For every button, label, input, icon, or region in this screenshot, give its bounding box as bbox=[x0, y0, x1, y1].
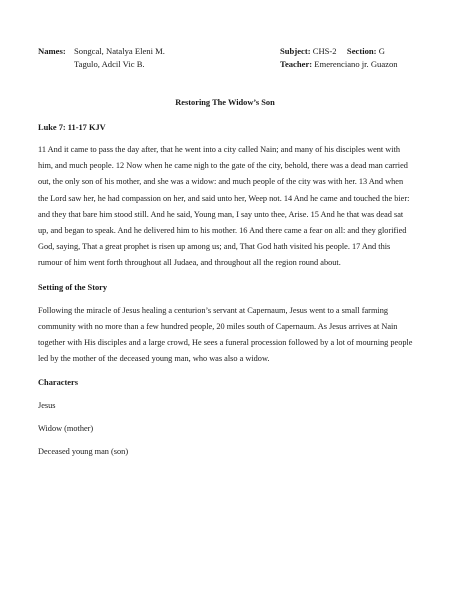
names-label: Names: bbox=[38, 46, 66, 56]
class-info-block bbox=[280, 45, 440, 71]
student-name-2: Tagulo, Adcil Vic B. bbox=[74, 59, 145, 69]
subject-value: CHS-2 bbox=[312, 46, 337, 56]
student-name-1: Songcal, Natalya Eleni M. bbox=[74, 46, 165, 56]
section-label: Section: bbox=[346, 46, 377, 56]
setting-heading: Setting of the Story bbox=[38, 282, 108, 292]
character-item: Widow (mother) bbox=[38, 424, 94, 434]
character-item: Deceased young man (son) bbox=[38, 447, 129, 457]
names-block bbox=[38, 45, 268, 71]
character-item: Jesus bbox=[38, 401, 56, 411]
characters-heading: Characters bbox=[38, 378, 78, 388]
teacher-value: Emerenciano jr. Guazon bbox=[314, 59, 398, 69]
document-title: Restoring The Widow’s Son bbox=[175, 98, 275, 107]
document-body bbox=[38, 122, 414, 458]
subject-label: Subject: bbox=[280, 46, 311, 56]
teacher-label: Teacher: bbox=[280, 59, 313, 69]
setting-text: Following the miracle of Jesus healing a centurion’s servant at Capernaum, Jesus went to a small farming community with no more than a few hundred people, 20 miles south of Capernaum. As Jesus arrives at Nain together with His disciples and a large crowd, He sees a funeral procession followed by a lot of mourning people led by the mother of the deceased young man, who was also a widow. bbox=[38, 305, 413, 364]
scripture-heading: Luke 7: 11-17 KJV bbox=[38, 123, 106, 132]
scripture-text: 11 And it came to pass the day after, that he went into a city called Nain; and many of his disciples went with him, and much people. 12 Now when he came nigh to the gate of the city, behold, there was a dead man carried out, the only son of his mother, and she was a widow: and much people of the city was with her. 13 And when the Lord saw her, he had compassion on her, and said unto her, Weep not. 14 And he came and touched the bier: and they that bare him stood still. And he said, Young man, I say unto thee, Arise. 15 And he that was dead sat up, and began to speak. And he delivered him to his mother. 16 And there came a fear on all: and they glorified God, saying, That a great prophet is risen up among us; and, That God hath visited his people. 17 And this rumour of him went forth throughout all Judaea, and throughout all the region round about. bbox=[38, 145, 410, 268]
section-value: G bbox=[378, 46, 385, 56]
